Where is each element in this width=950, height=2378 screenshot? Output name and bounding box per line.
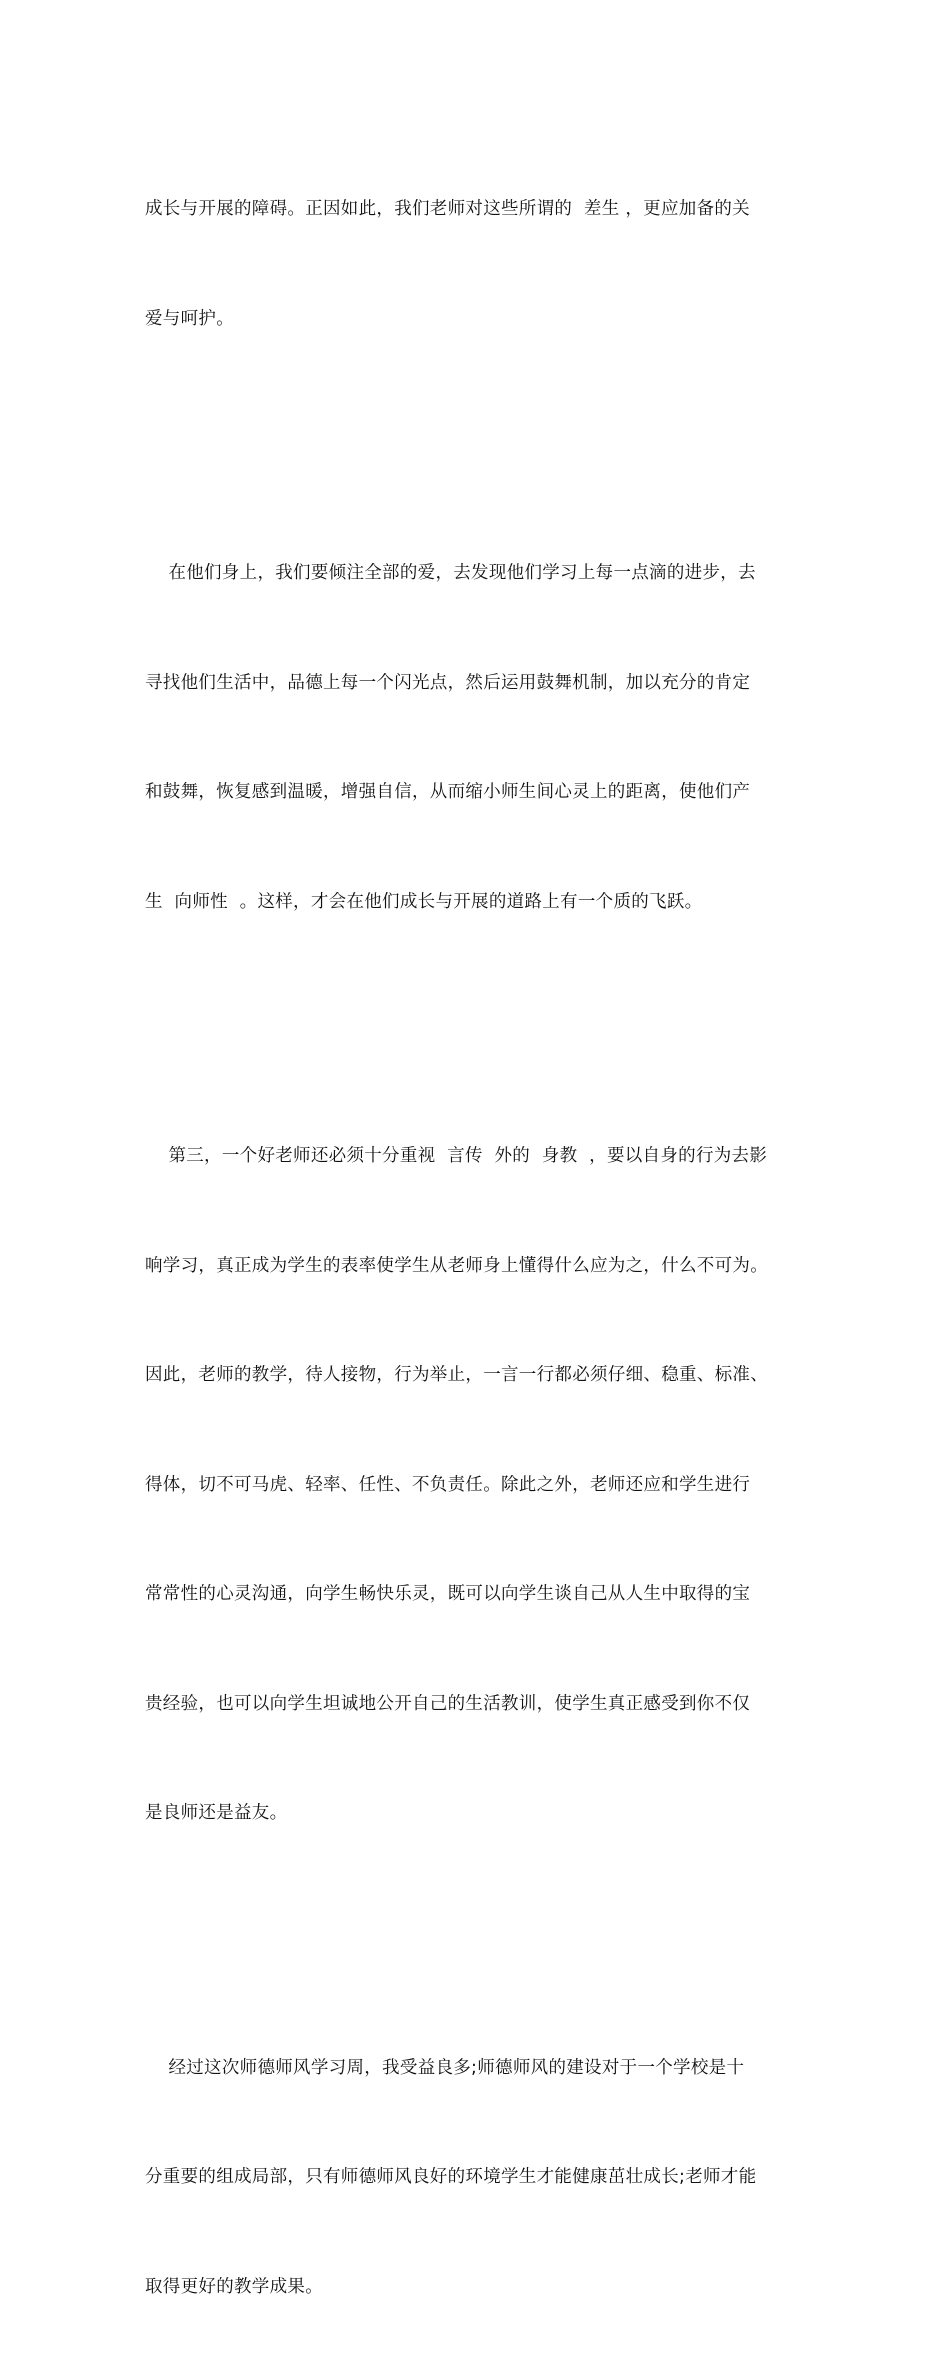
text-line: 因此，老师的教学，待人接物，行为举止，一言一行都必须仔细、稳重、标准、 <box>145 1357 810 1394</box>
text-line: 成长与开展的障碍。正因如此，我们老师对这些所谓的 差生 ，更应加备的关 <box>145 191 810 228</box>
text-line: 取得更好的教学成果。 <box>145 2269 810 2306</box>
text-line: 是良师还是益友。 <box>145 1795 810 1832</box>
paragraph-2 <box>145 482 810 993</box>
text-line: 第三，一个好老师还必须十分重视 言传 外的 身教 ，要以自身的行为去影 <box>145 1138 810 1175</box>
text-line: 响学习，真正成为学生的表率使学生从老师身上懂得什么应为之，什么不可为。 <box>145 1248 810 1285</box>
text-line: 在他们身上，我们要倾注全部的爱，去发现他们学习上每一点滴的进步，去 <box>145 555 810 592</box>
text-line: 生 向师性 。这样，才会在他们成长与开展的道路上有一个质的飞跃。 <box>145 884 810 921</box>
text-line: 常常性的心灵沟通，向学生畅快乐灵，既可以向学生谈自己从人生中取得的宝 <box>145 1576 810 1613</box>
document-body <box>145 118 810 2378</box>
paragraph-1 <box>145 118 810 410</box>
text-line: 和鼓舞，恢复感到温暖，增强自信，从而缩小师生间心灵上的距离，使他们产 <box>145 774 810 811</box>
text-line: 经过这次师德师风学习周，我受益良多;师德师风的建设对于一个学校是十 <box>145 2050 810 2087</box>
paragraph-3 <box>145 1065 810 1905</box>
text-line: 寻找他们生活中，品德上每一个闪光点，然后运用鼓舞机制，加以充分的肯定 <box>145 665 810 702</box>
paragraph-4 <box>145 1977 810 2378</box>
text-line: 贵经验，也可以向学生坦诚地公开自己的生活教训，使学生真正感受到你不仅 <box>145 1686 810 1723</box>
text-line: 爱与呵护。 <box>145 301 810 338</box>
text-line: 得体，切不可马虎、轻率、任性、不负责任。除此之外，老师还应和学生进行 <box>145 1467 810 1504</box>
text-line: 分重要的组成局部，只有师德师风良好的环境学生才能健康茁壮成长;老师才能 <box>145 2159 810 2196</box>
